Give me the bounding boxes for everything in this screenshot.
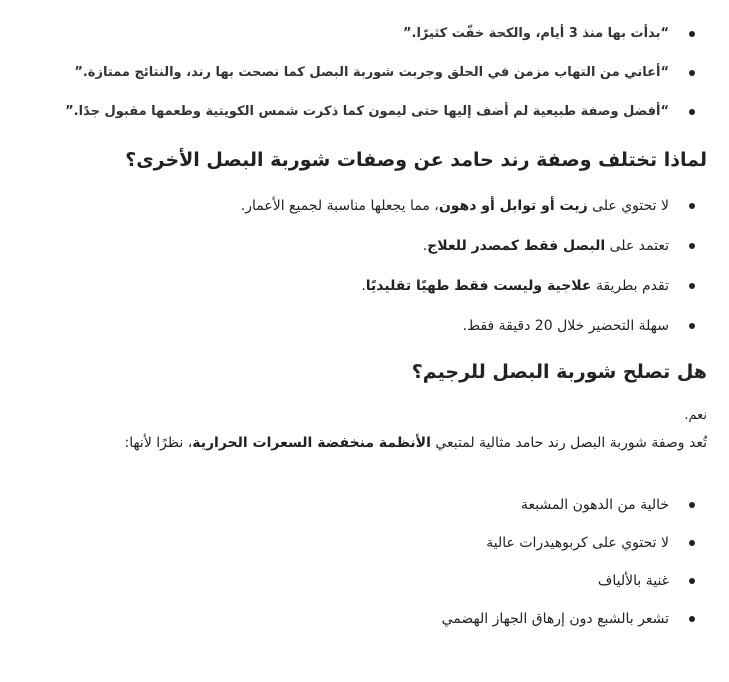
section-heading-difference: لماذا تختلف وصفة رند حامد عن وصفات شوربة البصل الأخرى؟ (125, 149, 707, 171)
section-heading-diet: هل تصلح شوربة البصل للرجيم؟ (411, 361, 707, 383)
list-item (17, 235, 707, 257)
list-item: تشعر بالشبع دون إرهاق الجهاز الهضمي (17, 608, 707, 630)
list-item: غنية بالألياف (17, 570, 707, 592)
item-text: تقدم بطريقة (591, 278, 669, 294)
testimonials-list (17, 0, 707, 122)
list-item: “أفضل وصفة طبيعية لم أضف إليها حتى ليمون كما ذكرت شمس الكويتية وطعمها مقبول جدًا.” (17, 102, 707, 122)
item-text: تعتمد على (605, 238, 669, 254)
list-item (17, 195, 707, 217)
diet-description (17, 432, 707, 454)
item-text: سهلة التحضير خلال 20 دقيقة فقط. (462, 318, 669, 334)
item-text: . (422, 238, 428, 254)
item-text: ، مما يجعلها مناسبة لجميع الأعمار. (240, 198, 439, 214)
list-item: خالية من الدهون المشبعة (17, 494, 707, 516)
difference-list (17, 195, 707, 337)
desc-bold-text: الأنظمة منخفضة السعرات الحرارية (192, 435, 431, 451)
diet-benefits-list (17, 494, 707, 630)
item-bold-text: البصل فقط كمصدر للعلاج (427, 238, 606, 254)
item-text: لا تحتوي على (587, 198, 669, 214)
desc-text: تُعد وصفة شوربة البصل رند حامد مثالية لمتبعي (430, 435, 707, 451)
list-item: “بدأت بها منذ 3 أيام، والكحة خفّت كثيرًا.” (17, 24, 707, 44)
article-content (17, 0, 707, 630)
list-item (17, 315, 707, 337)
item-text: . (361, 278, 366, 294)
desc-text: ، نظرًا لأنها: (124, 435, 193, 451)
item-bold-text: علاجية وليست فقط طهيًا تقليديًا (365, 278, 592, 294)
list-item: “أعاني من التهاب مزمن في الحلق وجربت شوربة البصل كما نصحت بها رند، والنتائج ممتازة.” (17, 63, 707, 83)
list-item (17, 275, 707, 297)
list-item: لا تحتوي على كربوهيدرات عالية (17, 532, 707, 554)
item-bold-text: زيت أو توابل أو دهون (438, 198, 588, 214)
diet-answer: نعم. (684, 408, 707, 423)
